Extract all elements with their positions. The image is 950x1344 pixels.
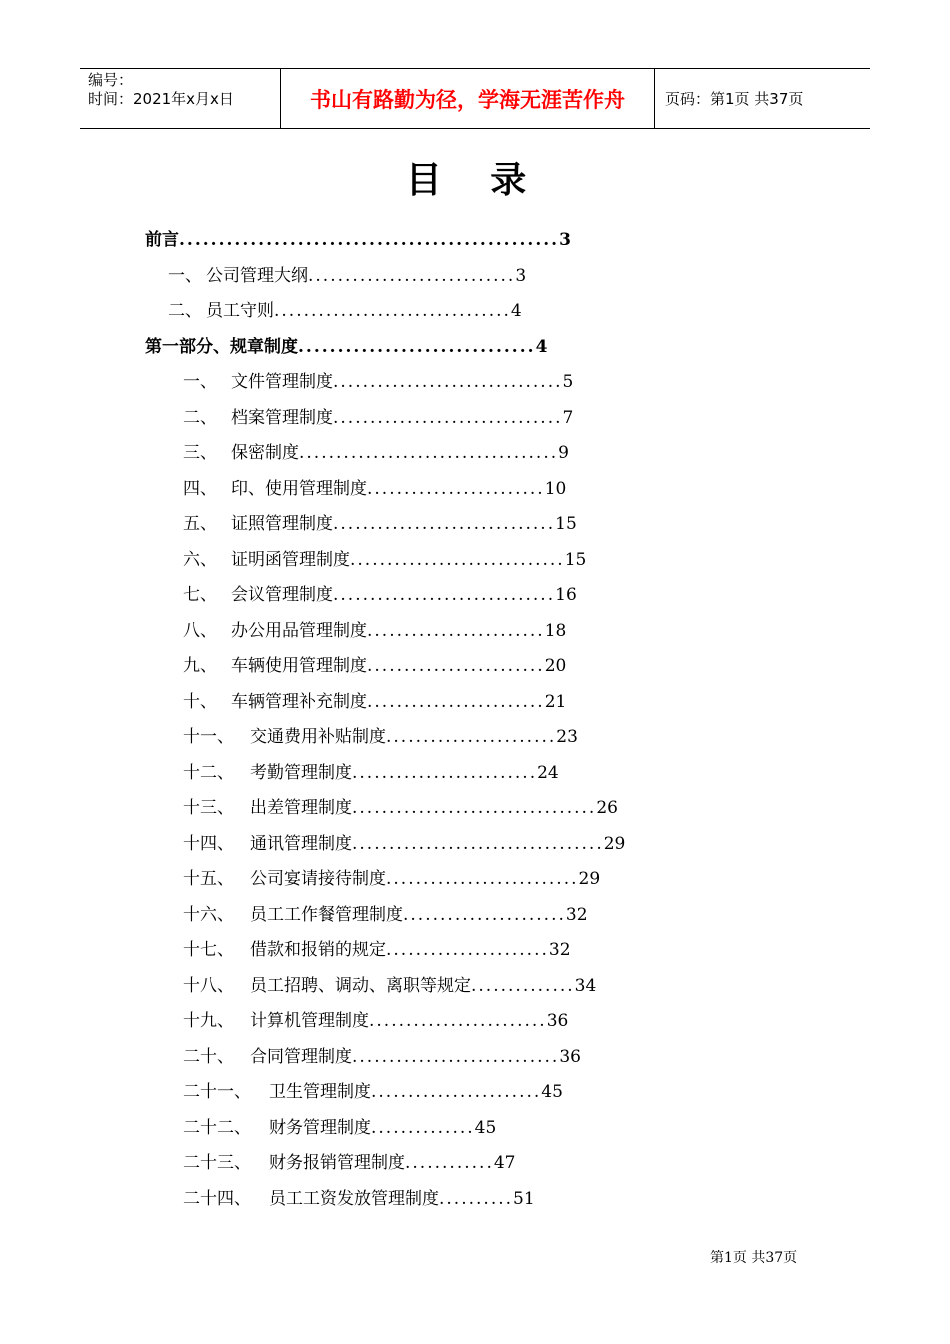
toc-entry-page: 4 <box>535 336 548 357</box>
toc-leader-dots: .............. <box>471 975 575 996</box>
toc-entry-title: 交通费用补贴制度 <box>250 727 386 747</box>
toc-entry-number: 十一、 <box>183 727 234 747</box>
toc-entry-title: 保密制度 <box>231 443 299 463</box>
toc-leader-dots: .................................. <box>352 833 604 854</box>
toc-entry[interactable] <box>168 296 522 326</box>
toc-entry-number: 二十三、 <box>183 1153 251 1173</box>
toc-entry-page: 9 <box>558 443 569 463</box>
toc-leader-dots: .............................. <box>333 514 556 534</box>
toc-leader-dots: ............................. <box>350 549 565 570</box>
toc-entry-title: 第一部分、规章制度 <box>145 336 298 357</box>
toc-leader-dots: ................................... <box>299 443 559 463</box>
toc-entry-number: 十八、 <box>183 975 234 996</box>
toc-entry-page: 16 <box>555 585 577 605</box>
toc-leader-dots: ....................... <box>371 1082 542 1102</box>
toc-leader-dots: ...................... <box>386 940 549 960</box>
toc-entry-page: 18 <box>544 620 567 641</box>
toc-entry-page: 15 <box>555 514 577 534</box>
toc-entry-title: 计算机管理制度 <box>250 1011 369 1031</box>
toc-entry-title: 公司管理大纲 <box>206 265 308 286</box>
toc-entry-page: 51 <box>513 1188 535 1209</box>
toc-entry-title: 会议管理制度 <box>231 585 333 605</box>
toc-entry-title: 员工工作餐管理制度 <box>250 904 403 925</box>
toc-entry-title: 证明函管理制度 <box>231 549 350 570</box>
toc-leader-dots: ....................... <box>386 727 557 747</box>
toc-entry[interactable] <box>183 687 566 717</box>
toc-entry-number: 五、 <box>183 514 217 534</box>
toc-entry-title: 员工守则 <box>206 301 274 321</box>
toc-entry-number: 十九、 <box>183 1011 234 1031</box>
toc-entry-page: 10 <box>544 478 567 499</box>
toc-entry-number: 二、 <box>183 407 217 428</box>
toc-entry-page: 45 <box>541 1082 563 1102</box>
toc-entry[interactable] <box>183 1113 496 1143</box>
toc-entry-number: 十六、 <box>183 904 234 925</box>
header-meta <box>80 69 281 128</box>
toc-leader-dots: ........................ <box>367 656 545 676</box>
toc-entry[interactable] <box>183 616 566 646</box>
number-label: 编号： <box>88 71 134 89</box>
toc-entry[interactable] <box>183 829 625 859</box>
toc-entry[interactable] <box>183 438 569 468</box>
toc-entry-title: 文件管理制度 <box>231 372 333 392</box>
toc-leader-dots: .......... <box>439 1188 514 1209</box>
toc-entry[interactable] <box>183 864 600 894</box>
toc-entry-title: 通讯管理制度 <box>250 833 352 854</box>
toc-entry-title: 借款和报销的规定 <box>250 940 386 960</box>
toc-entry-page: 29 <box>578 869 601 889</box>
toc-entry-title: 财务报销管理制度 <box>269 1153 405 1173</box>
toc-entry-page: 32 <box>548 940 571 960</box>
toc-entry-page: 47 <box>493 1153 516 1173</box>
toc-entry[interactable] <box>183 1042 581 1072</box>
toc-entry-page: 5 <box>562 372 574 392</box>
header-motto: 书山有路勤为径，学海无涯苦作舟 <box>281 69 655 128</box>
toc-entry-page: 3 <box>515 265 527 286</box>
toc-entry[interactable] <box>183 651 566 681</box>
toc-entry-number: 十七、 <box>183 940 234 960</box>
toc-leader-dots: ............................... <box>333 372 563 392</box>
toc-entry[interactable] <box>183 580 577 610</box>
toc-entry[interactable] <box>145 332 547 362</box>
toc-entry[interactable] <box>183 1148 516 1178</box>
toc-entry-title: 员工招聘、调动、离职等规定 <box>250 975 471 996</box>
toc-entry-page: 15 <box>564 549 587 570</box>
toc-entry[interactable] <box>183 935 571 965</box>
toc-entry[interactable] <box>183 722 578 752</box>
toc-entry-title: 印、使用管理制度 <box>231 478 367 499</box>
toc-entry-page: 4 <box>510 301 522 321</box>
toc-entry-number: 二十二、 <box>183 1117 251 1138</box>
toc-entry[interactable] <box>183 758 559 788</box>
toc-entry[interactable] <box>183 1184 535 1214</box>
toc-entry-number: 二十四、 <box>183 1188 251 1209</box>
toc-entry-page: 24 <box>537 762 559 783</box>
toc-leader-dots: .............................. <box>298 336 536 357</box>
toc-leader-dots: ............................ <box>308 265 516 286</box>
toc-entry-page: 7 <box>562 407 574 428</box>
toc-entry[interactable] <box>183 367 573 397</box>
toc-entry-number: 三、 <box>183 443 217 463</box>
toc-leader-dots: ................................ <box>274 301 511 321</box>
toc-entry-title: 卫生管理制度 <box>269 1082 371 1102</box>
page-footer: 第1页 共37页 <box>710 1250 798 1266</box>
toc-leader-dots: ......................... <box>352 762 538 783</box>
toc-entry-title: 合同管理制度 <box>250 1046 352 1067</box>
toc-entry[interactable] <box>168 261 526 291</box>
toc-entry-title: 办公用品管理制度 <box>231 620 367 641</box>
toc-leader-dots: ........................ <box>367 691 545 712</box>
toc-entry-number: 八、 <box>183 620 217 641</box>
toc-entry[interactable] <box>145 225 571 255</box>
toc-leader-dots: ........................ <box>367 620 545 641</box>
toc-entry-page: 36 <box>559 1046 581 1067</box>
toc-entry-number: 四、 <box>183 478 217 499</box>
toc-entry[interactable] <box>183 971 596 1001</box>
toc-entry-title: 车辆使用管理制度 <box>231 656 367 676</box>
toc-entry-page: 36 <box>546 1011 569 1031</box>
toc-entry-page: 29 <box>603 833 626 854</box>
toc-entry-page: 32 <box>565 904 588 925</box>
toc-entry-title: 财务管理制度 <box>269 1117 371 1138</box>
toc-entry-title: 考勤管理制度 <box>250 762 352 783</box>
toc-leader-dots: ................................................ <box>179 230 560 250</box>
toc-entry-title: 出差管理制度 <box>250 798 352 818</box>
toc-leader-dots: ................................. <box>352 798 597 818</box>
toc-entry-number: 一、 <box>183 372 217 392</box>
toc-entry-number: 二十、 <box>183 1046 234 1067</box>
toc-entry-number: 六、 <box>183 549 217 570</box>
toc-leader-dots: .......................... <box>386 869 579 889</box>
toc-entry-number: 二十一、 <box>183 1082 251 1102</box>
toc-entry-page: 26 <box>596 798 618 818</box>
toc-entry-page: 45 <box>474 1117 497 1138</box>
toc-entry-page: 3 <box>559 230 571 250</box>
toc-leader-dots: .............................. <box>333 585 556 605</box>
toc-entry[interactable] <box>183 545 586 575</box>
toc-entry-number: 九、 <box>183 656 217 676</box>
header-page-info: 页码：第1页 共37页 <box>665 90 804 108</box>
toc-leader-dots: ............ <box>405 1153 494 1173</box>
toc-entry[interactable] <box>183 403 573 433</box>
toc-entry-title: 前言 <box>145 230 179 250</box>
toc-leader-dots: ............................... <box>333 407 563 428</box>
toc-leader-dots: ........................ <box>369 1011 547 1031</box>
toc-entry-title: 公司宴请接待制度 <box>250 869 386 889</box>
toc-entry-title: 员工工资发放管理制度 <box>269 1188 439 1209</box>
toc-entry[interactable] <box>183 900 588 930</box>
toc-entry-number: 十四、 <box>183 833 234 854</box>
toc-entry[interactable] <box>183 1006 568 1036</box>
toc-entry-page: 20 <box>544 656 567 676</box>
toc-leader-dots: ............................ <box>352 1046 560 1067</box>
toc-entry-title: 证照管理制度 <box>231 514 333 534</box>
toc-entry[interactable] <box>183 1077 563 1107</box>
time-label: 时间：2021年x月x日 <box>88 90 234 108</box>
toc-entry-number: 一、 <box>168 265 202 286</box>
toc-entry-number: 十五、 <box>183 869 234 889</box>
toc-entry[interactable] <box>183 793 618 823</box>
toc-entry-number: 十三、 <box>183 798 234 818</box>
toc-leader-dots: .............. <box>371 1117 475 1138</box>
toc-leader-dots: ........................ <box>367 478 545 499</box>
toc-entry-page: 34 <box>574 975 597 996</box>
page-title: 目 录 <box>405 160 545 201</box>
toc-entry-number: 十、 <box>183 691 217 712</box>
toc-entry-page: 21 <box>544 691 567 712</box>
toc-entry-title: 车辆管理补充制度 <box>231 691 367 712</box>
toc-entry-page: 23 <box>556 727 578 747</box>
toc-entry-number: 二、 <box>168 301 202 321</box>
toc-entry[interactable] <box>183 509 577 539</box>
toc-leader-dots: ...................... <box>403 904 566 925</box>
toc-entry-number: 七、 <box>183 585 217 605</box>
toc-entry-number: 十二、 <box>183 762 234 783</box>
page-header <box>80 68 870 129</box>
toc-entry-title: 档案管理制度 <box>231 407 333 428</box>
toc-entry[interactable] <box>183 474 566 504</box>
